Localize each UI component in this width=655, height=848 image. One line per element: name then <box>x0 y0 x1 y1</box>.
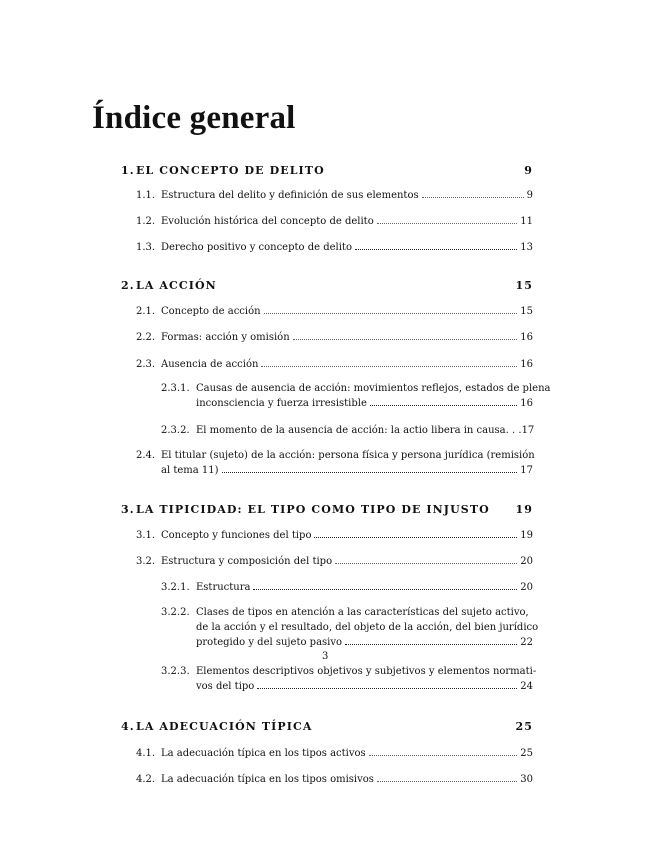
entry-title: Estructura <box>196 582 251 593</box>
entry-title: El titular (sujeto) de la acción: persona física y persona jurídica (remisión <box>161 450 535 461</box>
toc-entry[interactable] <box>161 381 551 411</box>
entry-page: 20 <box>520 556 533 567</box>
entry-page: 16 <box>520 359 533 370</box>
dot-leader <box>222 471 518 473</box>
toc-entry[interactable] <box>136 746 533 761</box>
toc-entry[interactable] <box>136 214 533 229</box>
chapter-number: 4. <box>121 720 135 733</box>
entry-number: 4.1. <box>136 748 156 759</box>
entry-title: Concepto de acción <box>161 306 261 317</box>
toc-chapter[interactable] <box>121 279 533 295</box>
chapter-title: EL CONCEPTO DE DELITO <box>136 164 325 177</box>
chapter-number: 3. <box>121 503 135 516</box>
dot-leader <box>335 562 517 564</box>
toc-entry[interactable] <box>161 605 539 650</box>
toc-entry[interactable] <box>136 357 533 372</box>
entry-title: La adecuación típica en los tipos omisivos <box>161 774 374 785</box>
toc-entry[interactable] <box>136 304 533 319</box>
entry-page: 19 <box>520 530 533 541</box>
entry-title: Estructura del delito y definición de sus elementos <box>161 190 419 201</box>
dot-leader <box>253 588 517 590</box>
entry-number: 2.2. <box>136 332 156 343</box>
entry-title: Causas de ausencia de acción: movimientos reflejos, estados de plena <box>196 383 551 394</box>
entry-title: El momento de la ausencia de acción: la actio libera in causa <box>196 425 506 436</box>
entry-page: 20 <box>520 582 533 593</box>
entry-number: 2.3.2. <box>161 425 190 436</box>
entry-number: 2.4. <box>136 450 156 461</box>
ellipsis-leader: . . . <box>505 425 522 436</box>
chapter-page: 19 <box>515 503 533 516</box>
dot-leader <box>355 248 517 250</box>
entry-title: Estructura y composición del tipo <box>161 556 333 567</box>
entry-number: 1.3. <box>136 242 156 253</box>
toc-entry[interactable] <box>136 554 533 569</box>
dot-leader <box>264 312 518 314</box>
entry-title-cont: vos del tipo <box>196 681 255 692</box>
entry-title: Ausencia de acción <box>161 359 259 370</box>
dot-leader <box>261 365 517 367</box>
entry-number: 3.1. <box>136 530 156 541</box>
entry-number: 3.2.1. <box>161 582 190 593</box>
entry-page: 16 <box>520 332 533 343</box>
entry-title-cont: al tema 11) <box>161 465 219 476</box>
entry-page: 22 <box>520 637 533 648</box>
entry-number: 3.2.3. <box>161 666 190 677</box>
dot-leader <box>377 222 518 224</box>
entry-page: 17 <box>521 425 535 436</box>
entry-page: 24 <box>520 681 533 692</box>
entry-page: 25 <box>520 748 533 759</box>
entry-number: 1.2. <box>136 216 156 227</box>
chapter-title: LA TIPICIDAD: EL TIPO COMO TIPO DE INJUSTO <box>136 503 490 516</box>
dot-leader <box>345 643 517 645</box>
entry-page: 30 <box>520 774 533 785</box>
entry-title: Derecho positivo y concepto de delito <box>161 242 352 253</box>
chapter-number: 1. <box>121 164 135 177</box>
entry-number: 2.3.1. <box>161 383 190 394</box>
toc-entry[interactable] <box>136 528 533 543</box>
entry-number: 3.2.2. <box>161 607 190 618</box>
dot-leader <box>422 196 524 198</box>
entry-title: Evolución histórica del concepto de delito <box>161 216 374 227</box>
entry-page: 11 <box>520 216 533 227</box>
chapter-page: 25 <box>515 720 533 733</box>
entry-title: Concepto y funciones del tipo <box>161 530 312 541</box>
entry-title-cont: inconsciencia y fuerza irresistible <box>196 398 367 409</box>
entry-title-cont: protegido y del sujeto pasivo <box>196 637 343 648</box>
chapter-page: 15 <box>515 279 533 292</box>
entry-title: Formas: acción y omisión <box>161 332 290 343</box>
toc-entry[interactable] <box>161 423 533 438</box>
entry-page: 15 <box>520 306 533 317</box>
toc-chapter[interactable] <box>121 503 533 519</box>
entry-number: 1.1. <box>136 190 156 201</box>
page-title: Índice general <box>92 100 296 136</box>
entry-page: 17 <box>520 465 533 476</box>
dot-leader <box>314 536 517 538</box>
dot-leader <box>370 404 517 406</box>
entry-number: 4.2. <box>136 774 156 785</box>
toc-entry[interactable] <box>136 772 533 787</box>
entry-title: Elementos descriptivos objetivos y subjetivos y elementos normati- <box>196 666 537 677</box>
toc-entry[interactable] <box>136 330 533 345</box>
entry-title-cont: de la acción y el resultado, del objeto de la acción, del bien jurídico <box>196 622 539 633</box>
entry-number: 2.3. <box>136 359 156 370</box>
entry-page: 16 <box>520 398 533 409</box>
entry-number: 2.1. <box>136 306 156 317</box>
entry-title: Clases de tipos en atención a las características del sujeto activo, <box>196 607 529 618</box>
dot-leader <box>369 754 518 756</box>
dot-leader <box>257 687 517 689</box>
entry-page: 9 <box>526 190 533 201</box>
toc-entry[interactable] <box>161 580 533 595</box>
chapter-title: LA ADECUACIÓN TÍPICA <box>136 720 313 733</box>
toc-entry[interactable] <box>136 188 533 203</box>
dot-leader <box>293 338 518 340</box>
toc-entry[interactable] <box>136 240 533 255</box>
toc-entry[interactable] <box>161 664 537 694</box>
page-folio: 3 <box>322 651 329 662</box>
entry-title: La adecuación típica en los tipos activos <box>161 748 366 759</box>
entry-page: 13 <box>520 242 533 253</box>
entry-number: 3.2. <box>136 556 156 567</box>
chapter-page: 9 <box>524 164 533 177</box>
toc-chapter[interactable] <box>121 720 533 736</box>
dot-leader <box>377 780 517 782</box>
toc-chapter[interactable] <box>121 164 533 180</box>
toc-entry[interactable] <box>136 448 533 478</box>
chapter-number: 2. <box>121 279 135 292</box>
chapter-title: LA ACCIÓN <box>136 279 217 292</box>
